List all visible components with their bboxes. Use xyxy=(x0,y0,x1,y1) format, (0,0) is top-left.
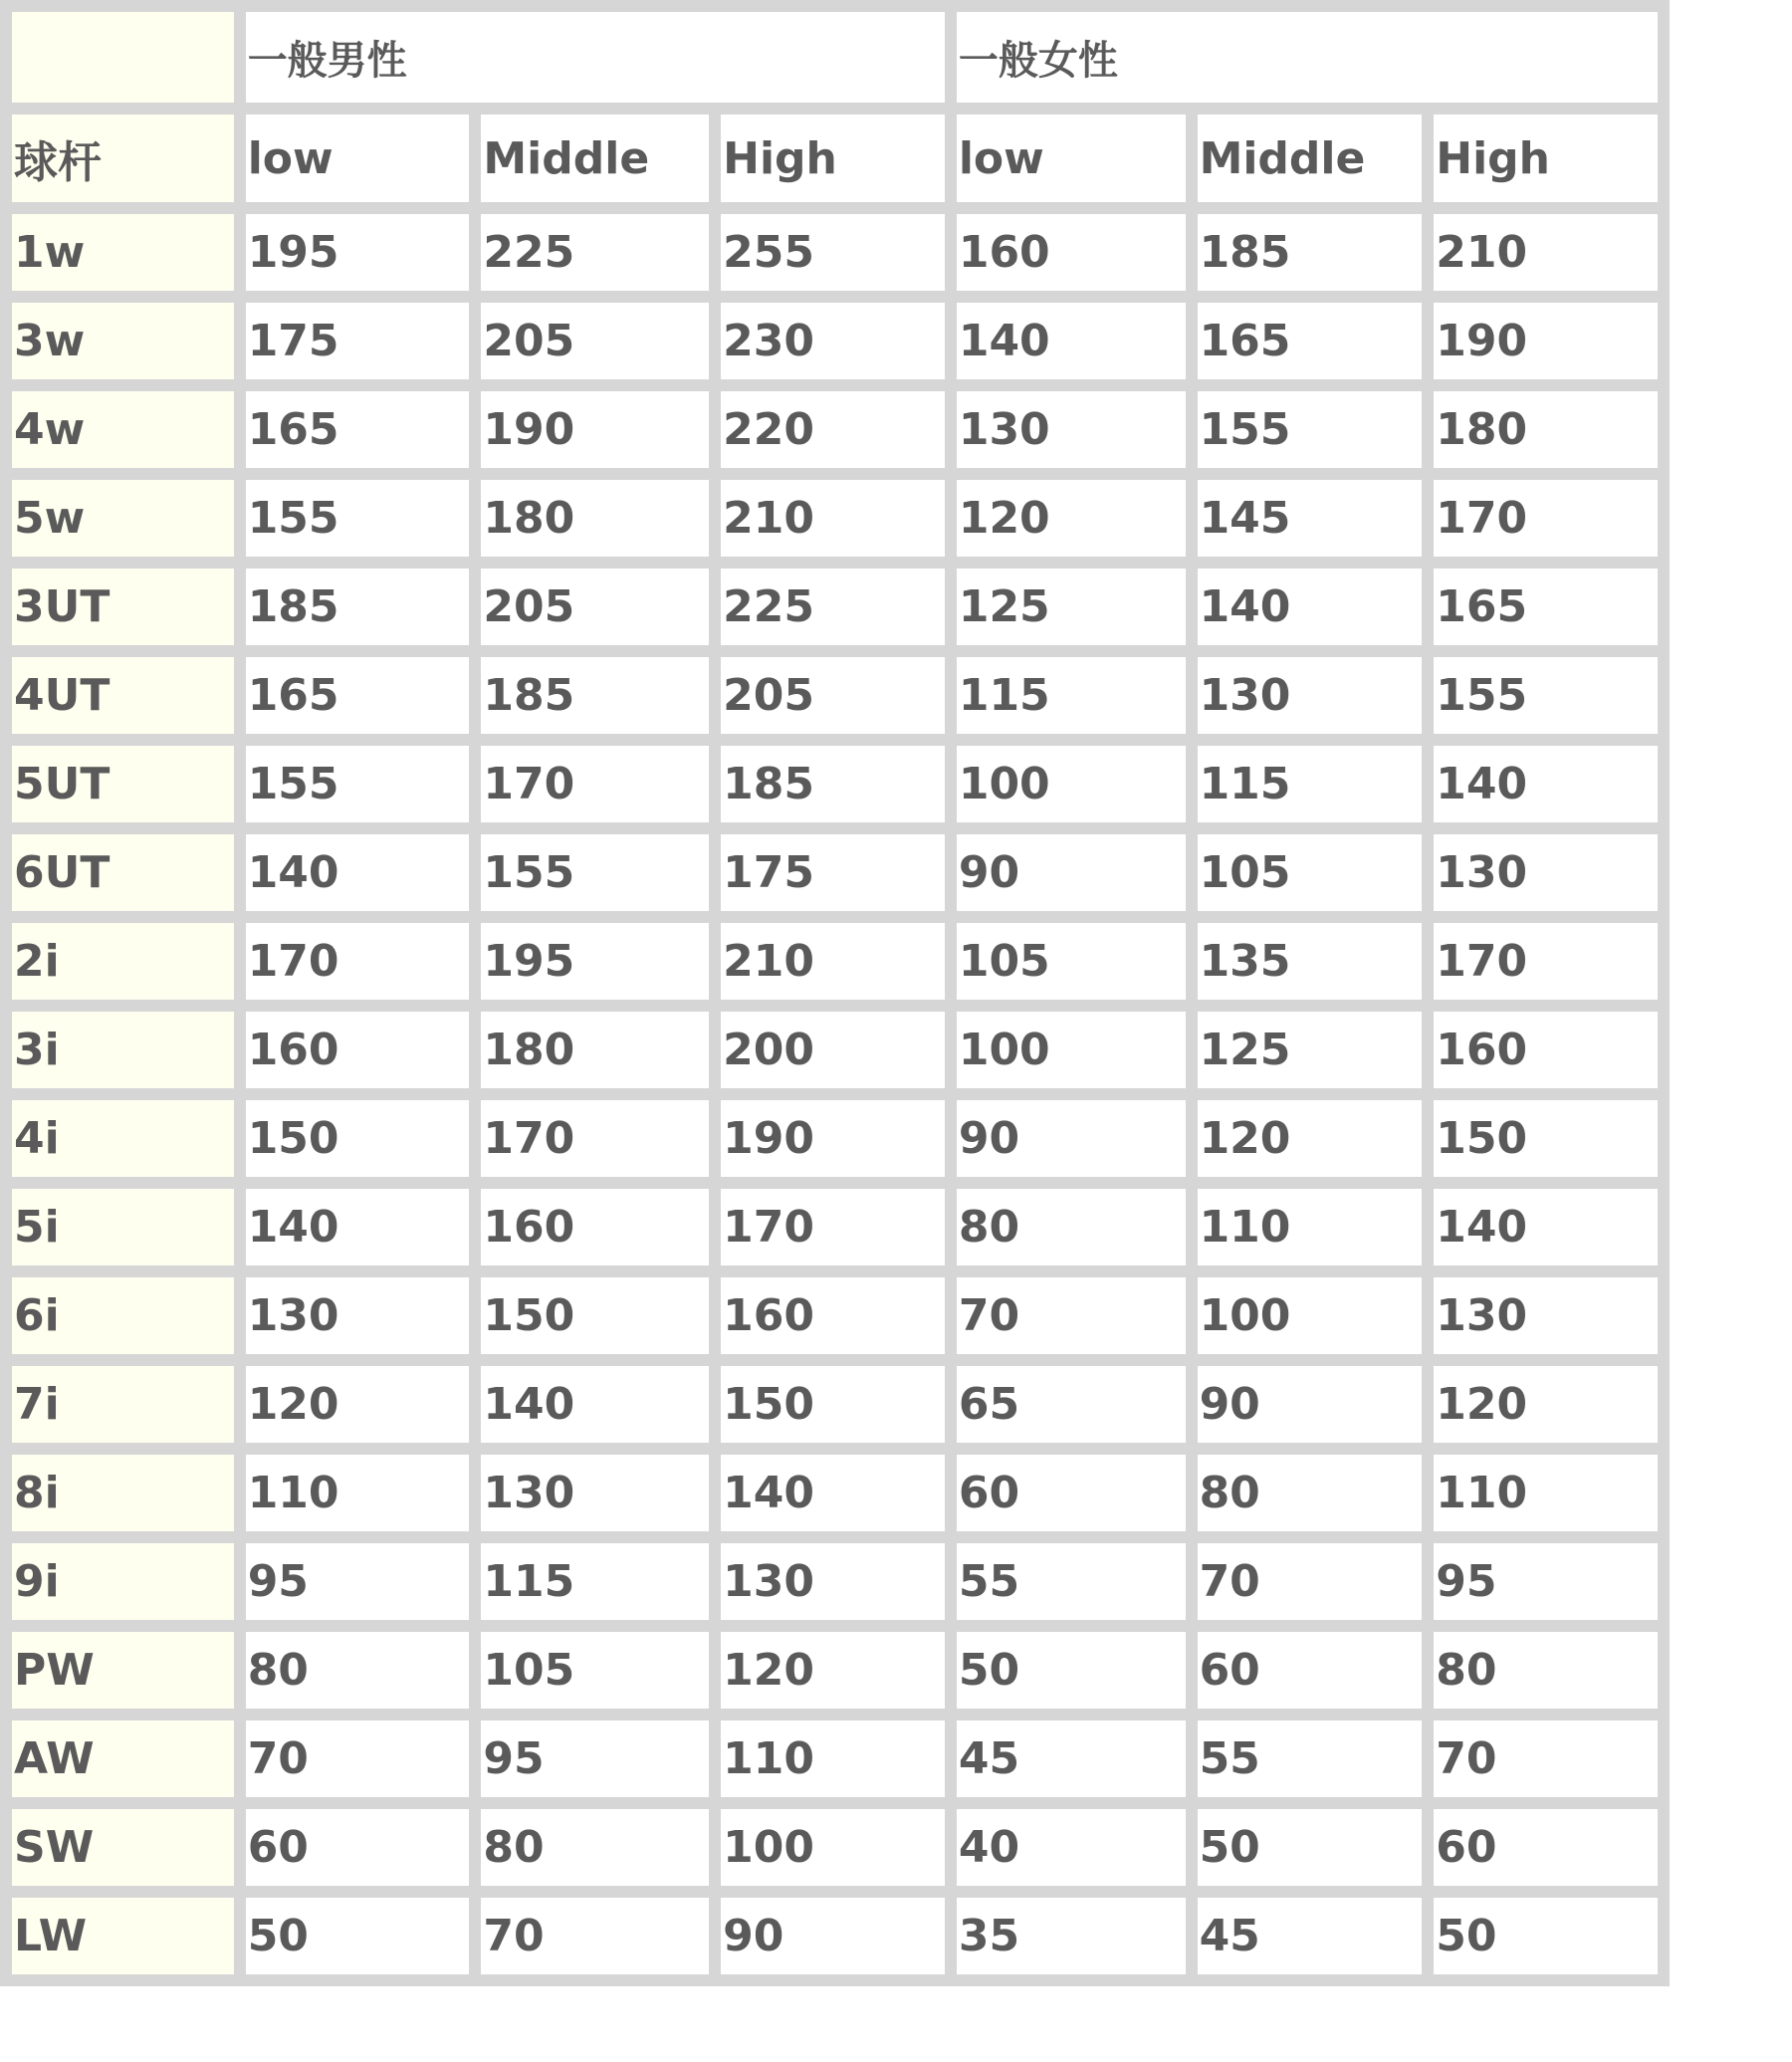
club-name-cell: 2i xyxy=(12,923,234,1000)
distance-cell-women-middle: 145 xyxy=(1198,480,1423,557)
distance-cell-women-low: 80 xyxy=(957,1189,1186,1265)
column-header-men-low: low xyxy=(246,115,470,202)
distance-cell-men-low: 195 xyxy=(246,214,470,291)
distance-cell-women-high: 170 xyxy=(1434,480,1658,557)
distance-cell-women-high: 80 xyxy=(1434,1632,1658,1709)
club-name-cell: 6i xyxy=(12,1277,234,1354)
column-header-row xyxy=(12,115,1658,202)
distance-cell-women-middle: 55 xyxy=(1198,1720,1423,1797)
distance-cell-women-low: 60 xyxy=(957,1455,1186,1531)
distance-cell-women-middle: 70 xyxy=(1198,1543,1423,1620)
distance-cell-men-low: 50 xyxy=(246,1898,470,1974)
distance-cell-women-middle: 105 xyxy=(1198,834,1423,911)
distance-cell-women-high: 95 xyxy=(1434,1543,1658,1620)
distance-cell-men-low: 80 xyxy=(246,1632,470,1709)
distance-cell-men-low: 70 xyxy=(246,1720,470,1797)
distance-cell-men-high: 140 xyxy=(721,1455,945,1531)
club-name-cell: SW xyxy=(12,1809,234,1886)
club-name-cell: 3i xyxy=(12,1012,234,1088)
distance-cell-women-middle: 125 xyxy=(1198,1012,1423,1088)
table-row xyxy=(12,1720,1658,1797)
distance-cell-men-high: 130 xyxy=(721,1543,945,1620)
distance-cell-men-low: 170 xyxy=(246,923,470,1000)
distance-cell-women-middle: 45 xyxy=(1198,1898,1423,1974)
distance-cell-women-high: 155 xyxy=(1434,657,1658,734)
club-name-cell: 3UT xyxy=(12,569,234,645)
club-name-cell: LW xyxy=(12,1898,234,1974)
distance-cell-women-low: 105 xyxy=(957,923,1186,1000)
distance-cell-men-low: 140 xyxy=(246,834,470,911)
club-name-cell: 4w xyxy=(12,391,234,468)
distance-cell-women-middle: 80 xyxy=(1198,1455,1423,1531)
table-row xyxy=(12,834,1658,911)
distance-cell-women-middle: 100 xyxy=(1198,1277,1423,1354)
distance-cell-women-high: 165 xyxy=(1434,569,1658,645)
distance-cell-women-low: 90 xyxy=(957,834,1186,911)
table-row xyxy=(12,1189,1658,1265)
distance-cell-women-low: 55 xyxy=(957,1543,1186,1620)
distance-cell-men-low: 165 xyxy=(246,657,470,734)
distance-cell-women-middle: 135 xyxy=(1198,923,1423,1000)
column-header-women-low: low xyxy=(957,115,1186,202)
table-row xyxy=(12,1366,1658,1443)
distance-cell-men-middle: 150 xyxy=(481,1277,709,1354)
distance-cell-men-low: 140 xyxy=(246,1189,470,1265)
distance-cell-men-low: 130 xyxy=(246,1277,470,1354)
distance-cell-women-high: 150 xyxy=(1434,1100,1658,1177)
club-name-cell: 3w xyxy=(12,303,234,379)
table-row xyxy=(12,1898,1658,1974)
distance-cell-men-middle: 170 xyxy=(481,746,709,822)
distance-cell-men-middle: 95 xyxy=(481,1720,709,1797)
distance-cell-women-low: 125 xyxy=(957,569,1186,645)
distance-cell-men-middle: 205 xyxy=(481,303,709,379)
distance-cell-men-middle: 170 xyxy=(481,1100,709,1177)
distance-cell-women-high: 60 xyxy=(1434,1809,1658,1886)
distance-cell-women-high: 50 xyxy=(1434,1898,1658,1974)
distance-cell-men-high: 175 xyxy=(721,834,945,911)
table-row xyxy=(12,303,1658,379)
distance-cell-men-middle: 105 xyxy=(481,1632,709,1709)
distance-cell-men-high: 210 xyxy=(721,480,945,557)
club-name-cell: 9i xyxy=(12,1543,234,1620)
distance-cell-men-low: 175 xyxy=(246,303,470,379)
distance-cell-women-middle: 115 xyxy=(1198,746,1423,822)
distance-cell-women-low: 115 xyxy=(957,657,1186,734)
distance-cell-women-middle: 130 xyxy=(1198,657,1423,734)
distance-cell-men-high: 170 xyxy=(721,1189,945,1265)
distance-cell-men-middle: 140 xyxy=(481,1366,709,1443)
distance-cell-women-low: 35 xyxy=(957,1898,1186,1974)
distance-cell-men-low: 155 xyxy=(246,746,470,822)
distance-cell-women-middle: 185 xyxy=(1198,214,1423,291)
club-name-cell: PW xyxy=(12,1632,234,1709)
distance-cell-men-high: 120 xyxy=(721,1632,945,1709)
distance-cell-men-low: 60 xyxy=(246,1809,470,1886)
group-header-blank xyxy=(12,12,234,103)
distance-cell-men-low: 95 xyxy=(246,1543,470,1620)
distance-cell-men-high: 205 xyxy=(721,657,945,734)
distance-cell-women-low: 90 xyxy=(957,1100,1186,1177)
club-name-cell: 5i xyxy=(12,1189,234,1265)
table-row xyxy=(12,1012,1658,1088)
distance-cell-women-high: 70 xyxy=(1434,1720,1658,1797)
distance-cell-men-high: 150 xyxy=(721,1366,945,1443)
column-header-club: 球杆 xyxy=(12,115,234,202)
distance-cell-men-middle: 130 xyxy=(481,1455,709,1531)
distance-cell-men-middle: 115 xyxy=(481,1543,709,1620)
column-header-women-high: High xyxy=(1434,115,1658,202)
distance-cell-men-high: 100 xyxy=(721,1809,945,1886)
distance-cell-women-low: 100 xyxy=(957,1012,1186,1088)
distance-cell-men-low: 150 xyxy=(246,1100,470,1177)
distance-cell-women-middle: 140 xyxy=(1198,569,1423,645)
distance-cell-men-middle: 70 xyxy=(481,1898,709,1974)
distance-cell-women-low: 140 xyxy=(957,303,1186,379)
table-row xyxy=(12,1632,1658,1709)
distance-cell-men-high: 185 xyxy=(721,746,945,822)
distance-cell-women-high: 170 xyxy=(1434,923,1658,1000)
club-name-cell: 6UT xyxy=(12,834,234,911)
table-row xyxy=(12,1100,1658,1177)
distance-cell-men-high: 230 xyxy=(721,303,945,379)
distance-cell-men-middle: 80 xyxy=(481,1809,709,1886)
distance-cell-women-high: 140 xyxy=(1434,1189,1658,1265)
distance-cell-men-high: 200 xyxy=(721,1012,945,1088)
distance-cell-women-middle: 120 xyxy=(1198,1100,1423,1177)
distance-cell-men-low: 110 xyxy=(246,1455,470,1531)
table-row xyxy=(12,1277,1658,1354)
club-name-cell: 5UT xyxy=(12,746,234,822)
distance-cell-men-middle: 185 xyxy=(481,657,709,734)
distance-cell-women-high: 160 xyxy=(1434,1012,1658,1088)
column-header-women-middle: Middle xyxy=(1198,115,1423,202)
distance-cell-women-high: 210 xyxy=(1434,214,1658,291)
distance-cell-women-low: 45 xyxy=(957,1720,1186,1797)
group-header-row xyxy=(12,12,1658,103)
distance-cell-women-low: 65 xyxy=(957,1366,1186,1443)
distance-cell-men-low: 165 xyxy=(246,391,470,468)
club-name-cell: 7i xyxy=(12,1366,234,1443)
distance-cell-women-low: 40 xyxy=(957,1809,1186,1886)
distance-cell-women-middle: 60 xyxy=(1198,1632,1423,1709)
distance-cell-men-high: 160 xyxy=(721,1277,945,1354)
distance-cell-men-middle: 205 xyxy=(481,569,709,645)
table-row xyxy=(12,391,1658,468)
distance-cell-men-middle: 180 xyxy=(481,1012,709,1088)
distance-cell-men-middle: 225 xyxy=(481,214,709,291)
distance-cell-men-low: 120 xyxy=(246,1366,470,1443)
table-row xyxy=(12,1455,1658,1531)
distance-cell-men-low: 155 xyxy=(246,480,470,557)
distance-cell-women-middle: 155 xyxy=(1198,391,1423,468)
distance-cell-women-low: 70 xyxy=(957,1277,1186,1354)
distance-cell-men-high: 210 xyxy=(721,923,945,1000)
distance-cell-women-high: 110 xyxy=(1434,1455,1658,1531)
group-header-women: 一般女性 xyxy=(957,12,1658,103)
table-row xyxy=(12,1809,1658,1886)
distance-cell-women-low: 50 xyxy=(957,1632,1186,1709)
column-header-men-high: High xyxy=(721,115,945,202)
distance-cell-men-high: 110 xyxy=(721,1720,945,1797)
distance-cell-women-middle: 110 xyxy=(1198,1189,1423,1265)
distance-cell-men-high: 190 xyxy=(721,1100,945,1177)
distance-cell-men-low: 185 xyxy=(246,569,470,645)
distance-cell-men-high: 90 xyxy=(721,1898,945,1974)
club-name-cell: 4UT xyxy=(12,657,234,734)
table-row xyxy=(12,480,1658,557)
distance-cell-women-high: 190 xyxy=(1434,303,1658,379)
distance-cell-men-low: 160 xyxy=(246,1012,470,1088)
distance-cell-women-high: 130 xyxy=(1434,834,1658,911)
distance-cell-men-high: 225 xyxy=(721,569,945,645)
distance-cell-men-high: 255 xyxy=(721,214,945,291)
club-name-cell: 8i xyxy=(12,1455,234,1531)
distance-cell-women-middle: 90 xyxy=(1198,1366,1423,1443)
distance-cell-women-high: 180 xyxy=(1434,391,1658,468)
club-name-cell: AW xyxy=(12,1720,234,1797)
table-row xyxy=(12,923,1658,1000)
table-row xyxy=(12,657,1658,734)
distance-cell-women-low: 160 xyxy=(957,214,1186,291)
table-row xyxy=(12,569,1658,645)
distance-cell-women-low: 130 xyxy=(957,391,1186,468)
distance-cell-women-low: 120 xyxy=(957,480,1186,557)
distance-cell-women-middle: 50 xyxy=(1198,1809,1423,1886)
distance-cell-women-high: 130 xyxy=(1434,1277,1658,1354)
group-header-men: 一般男性 xyxy=(246,12,945,103)
club-name-cell: 4i xyxy=(12,1100,234,1177)
distance-cell-men-middle: 160 xyxy=(481,1189,709,1265)
club-name-cell: 1w xyxy=(12,214,234,291)
distance-cell-men-middle: 155 xyxy=(481,834,709,911)
distance-cell-women-middle: 165 xyxy=(1198,303,1423,379)
distance-cell-women-high: 120 xyxy=(1434,1366,1658,1443)
distance-cell-men-middle: 180 xyxy=(481,480,709,557)
table-row xyxy=(12,214,1658,291)
distance-cell-men-middle: 195 xyxy=(481,923,709,1000)
table-row xyxy=(12,746,1658,822)
column-header-men-middle: Middle xyxy=(481,115,709,202)
distance-cell-women-high: 140 xyxy=(1434,746,1658,822)
club-name-cell: 5w xyxy=(12,480,234,557)
distance-cell-men-high: 220 xyxy=(721,391,945,468)
distance-cell-women-low: 100 xyxy=(957,746,1186,822)
table-row xyxy=(12,1543,1658,1620)
distance-cell-men-middle: 190 xyxy=(481,391,709,468)
